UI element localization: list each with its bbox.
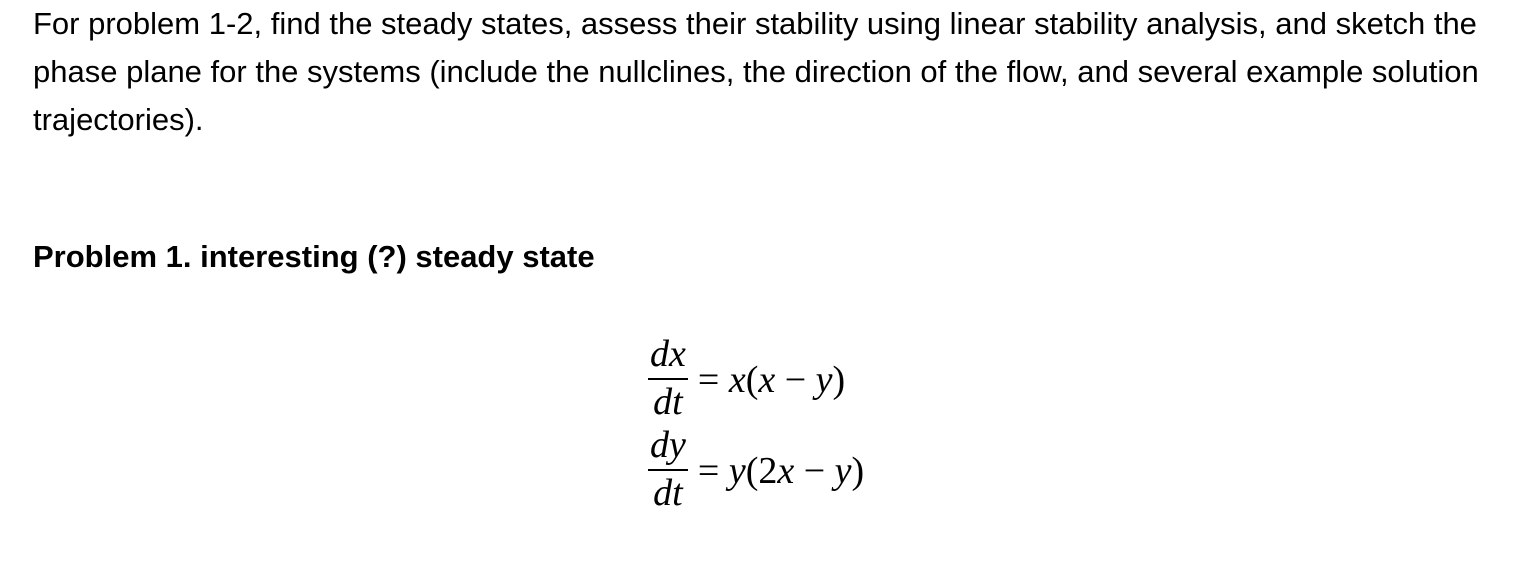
equation-dx-dt [648,334,845,422]
fraction-numerator: dy [648,425,688,471]
fraction-denominator: dt [653,472,683,514]
instructions-paragraph: For problem 1-2, find the steady states, assess their stability using linear stability analysis, and sketch the phase plane for the systems (include the nullclines, the direction of the flow, and several example solution trajectories). [33,6,1479,137]
equation-right-side: = x(x − y) [697,359,846,401]
equation-dy-dt [648,425,864,513]
equation-right-side: = y(2x − y) [697,450,865,492]
derivative-fraction [648,425,688,513]
fraction-denominator: dt [653,381,683,423]
problem-heading: Problem 1. interesting (?) steady state [33,239,595,274]
fraction-numerator: dx [648,334,688,380]
derivative-fraction [648,334,688,422]
